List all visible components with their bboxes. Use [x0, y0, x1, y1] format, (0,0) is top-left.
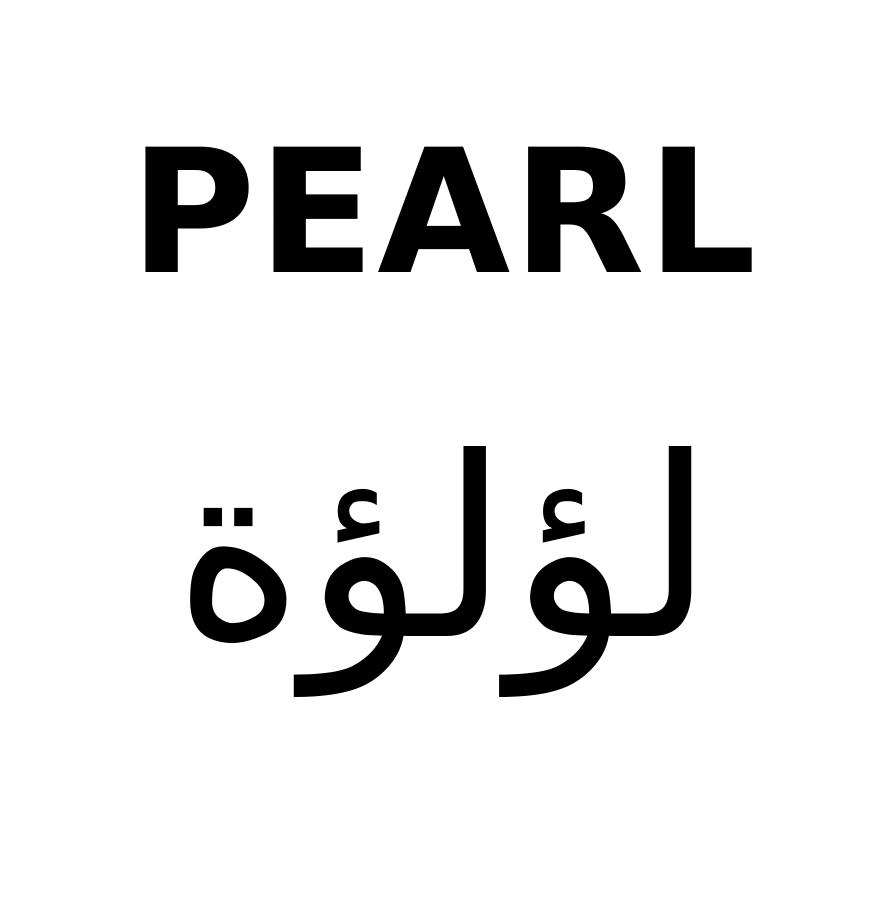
arabic-word: لؤلؤة: [173, 404, 715, 695]
english-word: PEARL: [129, 112, 759, 313]
